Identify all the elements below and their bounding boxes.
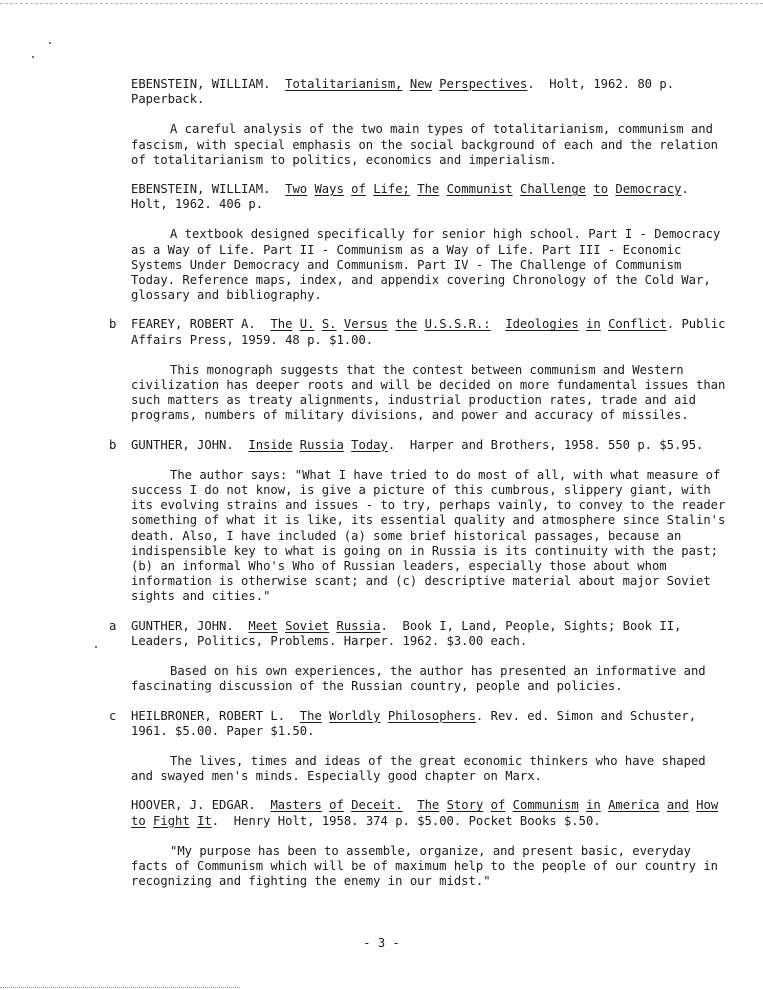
page-bottom-edge <box>0 987 240 988</box>
annotation: The author says: "What I have tried to do most of all, with what measure of success I do not know, is give a picture of this cumbrous, slippery giant, with its evolving strains and issues - to try, perhaps vainly, to convey to the reader something of what it is like, its essential quality and atmosphere since Stalin's death. Also, I have included (a) some brief historical passages, because an indispensible key to what is going on in Russia is its continuity with the past; (b) an informal Who's Who of Russian leaders, especially those about whom information is otherwise scant; and (c) descriptive material about major Soviet sights and cities." <box>131 467 726 604</box>
author: EBENSTEIN, WILLIAM. <box>131 77 271 91</box>
annotation: A textbook designed specifically for senior high school. Part I - Democracy as a Way of Life. Part II - Communism as a Way of Life. Part III - Economic Systems Under Democracy and Communism. Part IV - The Challenge of Communism Today. Reference maps, index, and appendix covering Chronology of the Cold War, glossary and bibliography. <box>131 227 721 303</box>
annotation: "My purpose has been to assemble, organize, and present basic, everyday facts of Communism which will be of maximum help to the people of our country in recognizing and fighting the enemy in our midst." <box>131 843 718 889</box>
book-title: The <box>299 708 322 723</box>
book-title: and <box>666 798 689 813</box>
author: EBENSTEIN, WILLIAM. <box>131 182 271 197</box>
book-title: to <box>131 813 146 828</box>
citation: HEILBRONER, ROBERT L. The Worldly Philosophers. Rev. ed. Simon and Schuster, 1961. $5.00. Paper $1.50. <box>131 708 697 738</box>
scan-speck <box>32 56 34 58</box>
citation: EBENSTEIN, WILLIAM. Two Ways of Life; The Communist Challenge to Democracy. Holt, 1962. 406 p. <box>131 182 689 212</box>
book-title: Today <box>351 437 388 452</box>
citation: HOOVER, J. EDGAR. Masters of Deceit. The Story of Communism in America and How to Fight It. Henry Holt, 1958. 374 p. $5.00. Pocket Books $.50. <box>131 798 719 828</box>
book-title: Life; <box>373 182 410 197</box>
book-title: Communism <box>512 798 579 813</box>
bibliography-entry <box>131 77 731 168</box>
book-title: Meet <box>248 618 278 633</box>
author: GUNTHER, JOHN. <box>131 618 234 633</box>
author: FEAREY, ROBERT A. <box>131 317 256 332</box>
annotation: Based on his own experiences, the author has presented an informative and fascinating discussion of the Russian country, people and policies. <box>131 664 706 694</box>
book-title: Democracy <box>615 182 682 197</box>
bibliography-entry <box>109 708 731 785</box>
bibliography-entry <box>109 437 731 605</box>
book-title: The <box>270 317 293 332</box>
book-title: U.S.S.R.: <box>424 317 491 332</box>
book-title: Ways <box>314 182 344 197</box>
grade-mark: c <box>109 708 117 723</box>
book-title: Ideologies <box>505 317 579 332</box>
book-title: Challenge <box>519 182 587 197</box>
book-title: Versus <box>343 317 388 332</box>
publication-details: Holt, 1962. 80 p. Paperback. <box>131 77 675 107</box>
bibliography-entry <box>131 798 731 889</box>
book-title: It <box>197 813 212 828</box>
book-title: Russia <box>299 437 344 452</box>
annotation: The lives, times and ideas of the great economic thinkers who have shaped and swayed men's minds. Especially good chapter on Marx. <box>131 753 706 784</box>
book-title: Story <box>446 798 484 813</box>
author: HEILBRONER, ROBERT L. <box>131 708 286 723</box>
citation: GUNTHER, JOHN. Meet Soviet Russia. Book I, Land, People, Sights; Book II, Leaders, Politics, Problems. Harper. 1962. $3.00 each. <box>131 618 682 648</box>
grade-mark: b <box>109 317 117 332</box>
book-title: Masters <box>270 798 322 813</box>
book-title: Soviet <box>285 618 330 633</box>
page-top-edge <box>0 3 763 4</box>
book-title: U. <box>299 317 315 332</box>
citation: GUNTHER, JOHN. Inside Russia Today. Harper and Brothers, 1958. 550 p. $5.95. <box>131 437 704 452</box>
book-title: in <box>586 317 601 332</box>
book-title: Fight <box>153 813 190 828</box>
book-title: Worldly <box>329 708 381 723</box>
citation: FEAREY, ROBERT A. The U. S. Versus the U.S.S.R.: Ideologies in Conflict. Public Affairs Press, 1959. 48 p. $1.00. <box>131 317 726 347</box>
bibliography-page <box>109 77 731 889</box>
grade-mark: a <box>109 618 117 633</box>
book-title: New <box>409 77 432 91</box>
book-title: S. <box>321 317 337 332</box>
book-title: in <box>586 798 601 813</box>
annotation: A careful analysis of the two main types of totalitarianism, communism and fascism, with special emphasis on the social background of each and the relation of totalitarianism to politics, economics and imperialism. <box>131 122 718 167</box>
book-title: The <box>417 798 440 813</box>
book-title: Russia <box>336 618 381 633</box>
scan-speck <box>49 42 51 44</box>
citation: EBENSTEIN, WILLIAM. Totalitarianism, New Perspectives. Holt, 1962. 80 p. Paperback. <box>131 77 675 107</box>
book-title: Totalitarianism, <box>285 77 403 91</box>
page-number: - 3 - <box>363 936 400 950</box>
book-title: Communist <box>446 182 513 197</box>
book-title: the <box>395 317 418 332</box>
book-title: to <box>593 182 609 197</box>
publication-details: Public Affairs Press, 1959. 48 p. $1.00. <box>131 317 726 347</box>
publication-details: Book I, Land, People, Sights; Book II, Leaders, Politics, Problems. Harper. 1962. $3.00 each. <box>131 618 682 648</box>
book-title: Two <box>285 182 308 197</box>
publication-details: Harper and Brothers, 1958. 550 p. $5.95. <box>409 437 704 452</box>
book-title: of <box>490 798 506 813</box>
book-title: of <box>329 798 344 813</box>
book-title: Inside <box>248 437 293 452</box>
book-title: Conflict <box>608 317 667 332</box>
grade-mark: b <box>109 437 117 452</box>
publication-details: Henry Holt, 1958. 374 p. $5.00. Pocket Books $.50. <box>233 813 601 828</box>
bibliography-entry <box>109 618 731 695</box>
book-title: The <box>417 182 440 197</box>
book-title: of <box>351 182 366 197</box>
bibliography-entry <box>131 182 731 303</box>
publication-details: Holt, 1962. 406 p. <box>131 197 264 212</box>
book-title: Philosophers <box>387 708 476 723</box>
author: HOOVER, J. EDGAR. <box>131 798 256 813</box>
book-title: Perspectives <box>439 77 528 91</box>
bibliography-entry <box>109 317 731 423</box>
annotation: This monograph suggests that the contest between communism and Western civilization has deeper roots and will be decided on more fundamental issues than such matters as treaty alignments, industrial production rates, trade and aid programs, numbers of military divisions, and power and accuracy of missiles. <box>131 362 726 423</box>
book-title: America <box>608 798 660 813</box>
book-title: Deceit. <box>351 798 403 813</box>
publication-details: Rev. ed. Simon and Schuster, 1961. $5.00. Paper $1.50. <box>131 708 697 738</box>
scan-speck <box>95 646 97 648</box>
book-title: How <box>696 798 719 813</box>
author: GUNTHER, JOHN. <box>131 437 234 452</box>
